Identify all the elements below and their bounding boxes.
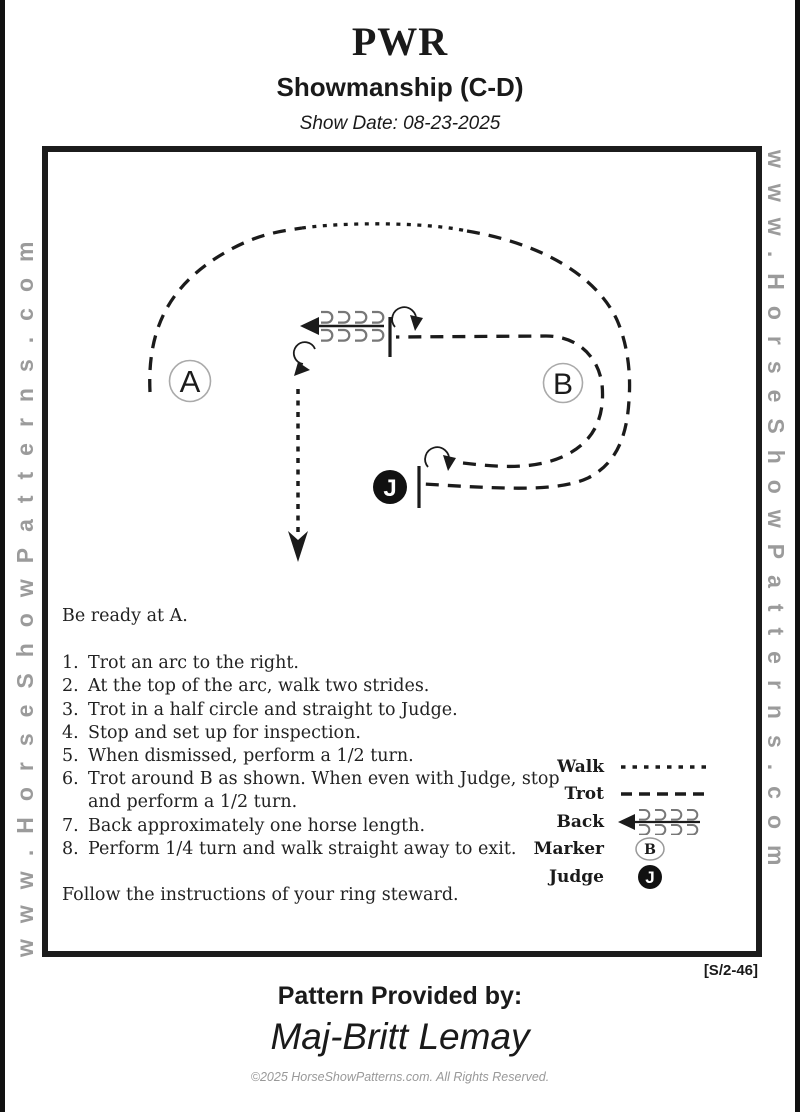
marker-b-letter: B [552,368,574,401]
item-text: Trot around B as shown. When even with Judge, stop and perform a 1/2 turn. [88,769,560,813]
legend-row-walk [530,753,713,781]
item-text: Trot an arc to the right. [88,653,299,674]
marker-a-letter: A [179,364,201,399]
marker-b [544,364,583,403]
pattern-code: [S/2-46] [703,962,758,979]
instruction-item [62,652,562,675]
watermark-left: www.HorseShowPatterns.com [12,225,38,957]
legend-row-marker [530,836,713,864]
item-number: 6. [62,769,79,790]
instructions-intro: Be ready at A. [62,606,188,626]
half-turn-arrow-judge [425,447,456,471]
legend-row-back [530,808,713,836]
legend-judge-letter: J [645,867,655,887]
legend-row-trot [530,781,713,809]
exit-arrowhead [288,531,308,562]
item-text: Back approximately one horse length. [88,815,426,836]
instruction-item [62,768,562,814]
legend-row-judge [530,863,713,891]
provided-by-label: Pattern Provided by: [277,982,523,1010]
trot-line-symbol [618,781,713,807]
legend-trot-label: Trot [564,784,604,805]
show-date: Show Date: 08-23-2025 [299,113,501,134]
legend [530,753,713,891]
walk-top-path [302,224,467,231]
half-turn-arrow-top [392,307,423,331]
legend-marker-letter: B [644,842,656,859]
provided-by-name: Maj-Britt Lemay [270,1016,530,1057]
copyright-notice: ©2025 HorseShowPatterns.com. All Rights Reserved. [250,1070,550,1084]
item-text: Stop and set up for inspection. [88,722,361,743]
legend-walk-label: Walk [557,756,604,777]
back-symbol-legend [618,809,713,835]
instructions-block [62,605,562,907]
back-symbol [300,312,384,341]
instruction-item [62,815,562,838]
watermark-right: www.HorseShowPatterns.com [763,150,789,882]
legend-judge-label: Judge [549,866,604,887]
walk-line-symbol [618,754,713,780]
trot-right-path [424,231,630,488]
item-text: Perform 1/4 turn and walk straight away to exit. [88,838,517,859]
page-title: PWR [351,19,449,64]
judge-marker [373,470,407,504]
legend-marker-label: Marker [533,839,604,860]
marker-symbol-legend [618,836,713,862]
instructions-outro: Follow the instructions of your ring steward. [62,885,459,906]
item-number: 5. [62,746,79,767]
quarter-turn-arrow [294,342,315,376]
item-text: When dismissed, perform a 1/2 turn. [88,746,414,767]
trot-arc-left-path [150,228,302,392]
item-number: 8. [62,838,79,859]
class-subtitle: Showmanship (C-D) [276,72,524,102]
instruction-item [62,675,562,698]
legend-back-label: Back [556,811,604,832]
instruction-item [62,722,562,745]
item-number: 7. [62,815,79,836]
marker-a [170,361,211,402]
instruction-item [62,838,562,861]
item-number: 3. [62,699,79,720]
item-text: At the top of the arc, walk two strides. [88,676,430,697]
item-number: 4. [62,722,79,743]
judge-letter: J [383,475,397,502]
judge-symbol-legend [618,864,713,890]
item-number: 1. [62,653,79,674]
item-number: 2. [62,676,79,697]
item-text: Trot in a half circle and straight to Judge. [88,699,458,720]
instruction-item [62,745,562,768]
instruction-item [62,699,562,722]
